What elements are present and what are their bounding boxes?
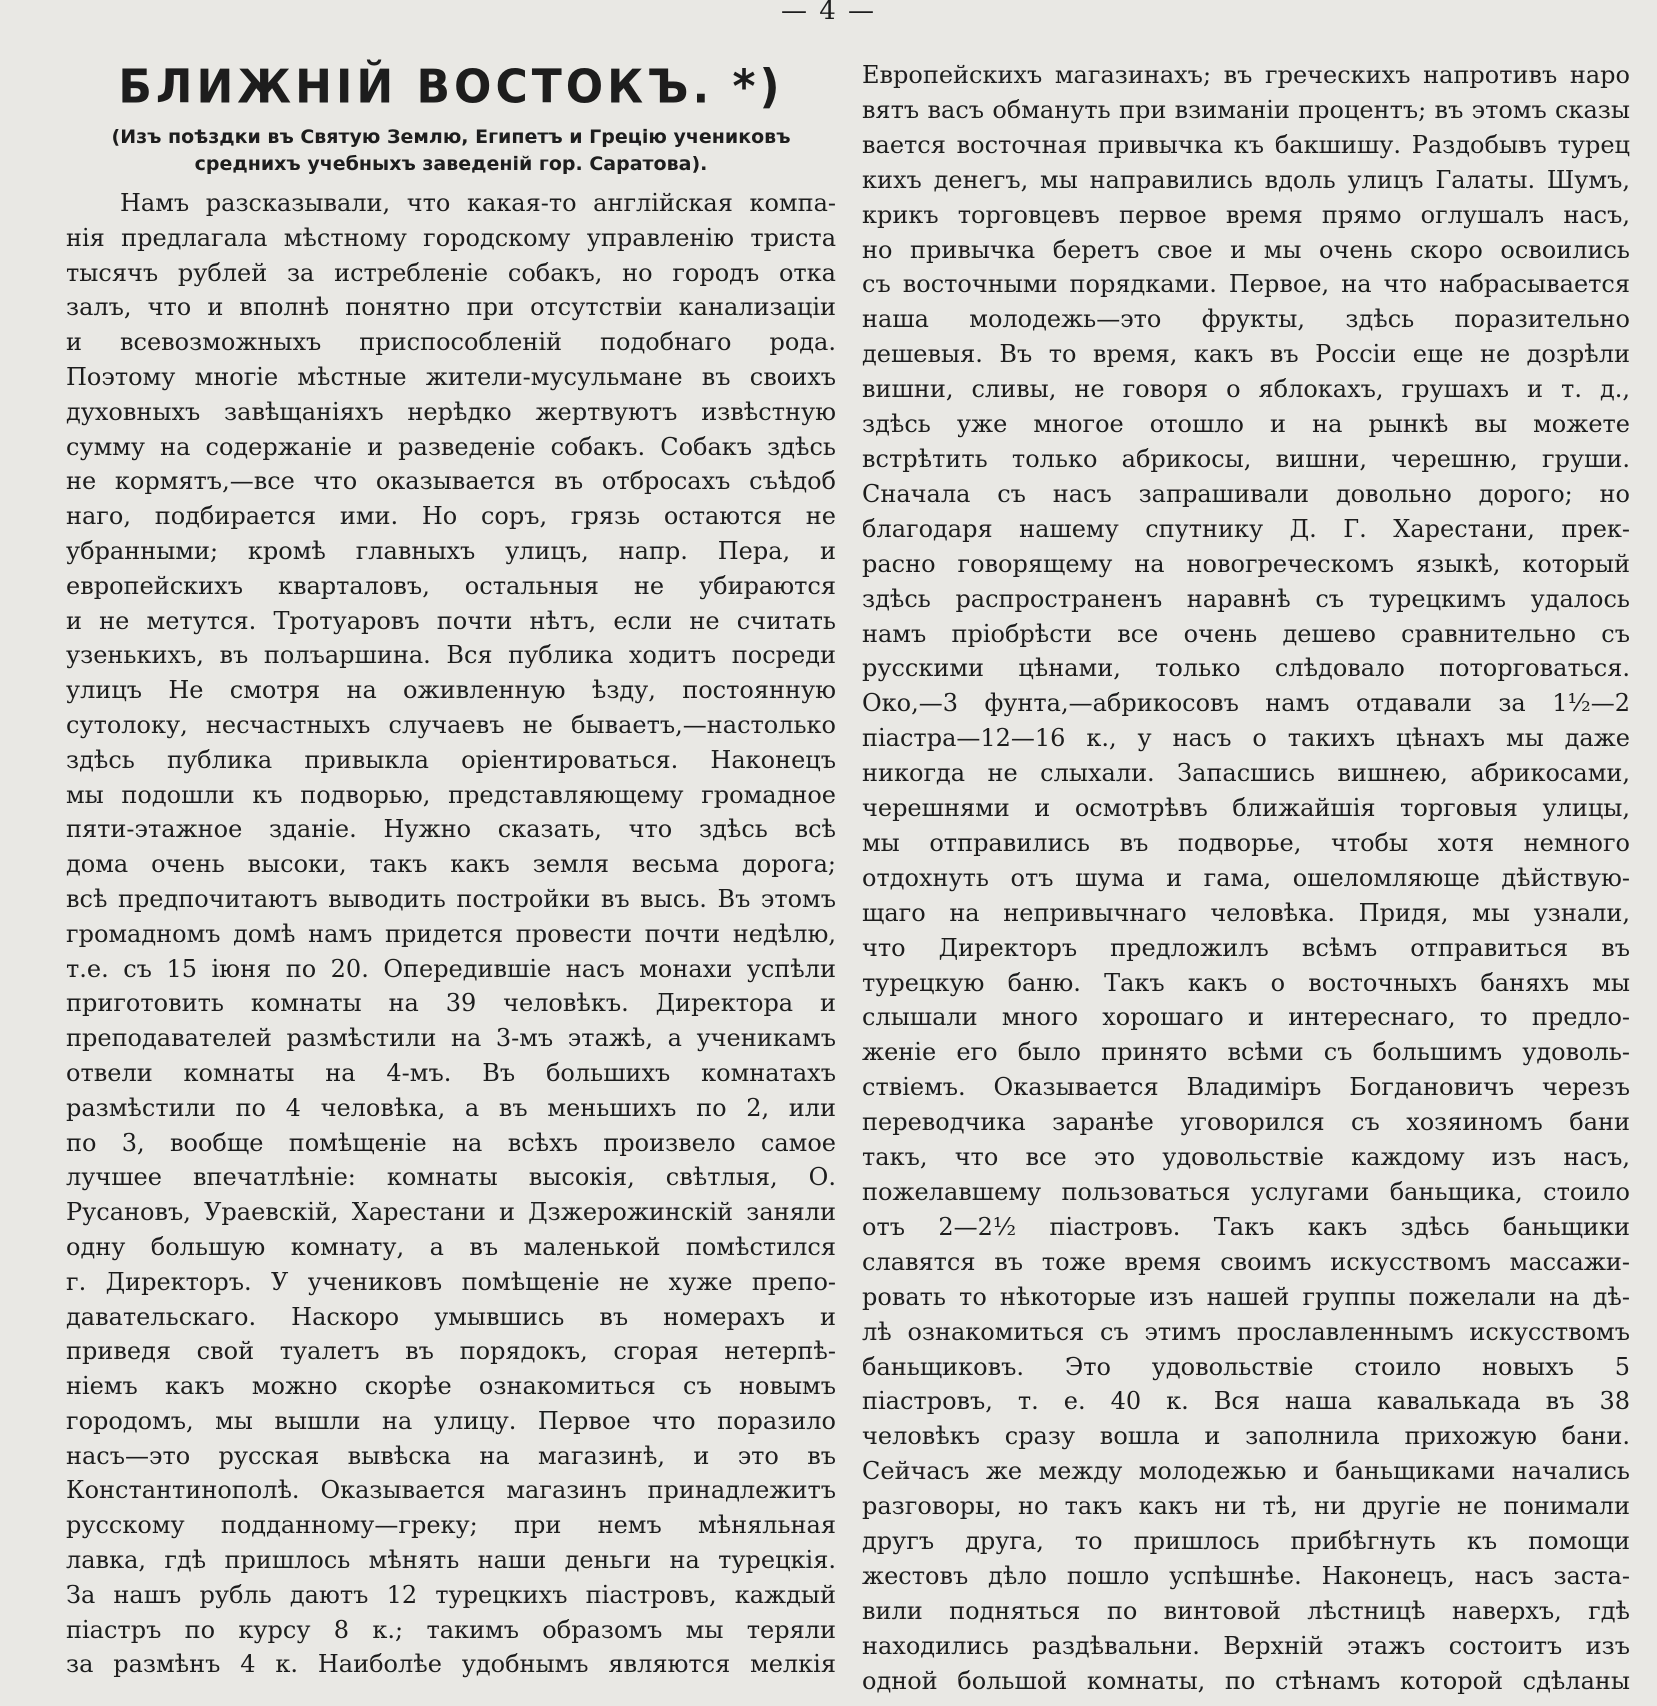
left-column-body bbox=[66, 186, 836, 1682]
text-line: по 3, вообще помѣщеніе на всѣхъ произвело самое bbox=[66, 1128, 836, 1157]
right-column-body bbox=[862, 58, 1630, 1699]
text-line: Сначала съ насъ запрашивали довольно дорого; но bbox=[862, 479, 1630, 508]
text-line: одной большой комнаты, по стѣнамъ которой сдѣланы bbox=[862, 1666, 1630, 1695]
text-line: залъ, что и вполнѣ понятно при отсутствіи канализаціи bbox=[66, 293, 836, 322]
text-line: отъ 2—2½ піастровъ. Такъ какъ здѣсь баньщики bbox=[862, 1212, 1630, 1241]
text-line: Поэтому многіе мѣстные жители-мусульмане въ своихъ bbox=[66, 362, 836, 391]
text-line: мы отправились въ подворье, чтобы хотя немного bbox=[862, 828, 1630, 857]
facing-page-bleed bbox=[1630, 60, 1657, 180]
text-line: вятъ васъ обмануть при взиманіи процентъ; въ этомъ сказы bbox=[862, 95, 1630, 124]
text-line: городомъ, мы вышли на улицу. Первое что поразило bbox=[66, 1406, 836, 1435]
text-line: громадномъ домѣ намъ придется провести почти недѣлю, bbox=[66, 919, 836, 948]
text-line: вишни, сливы, не говоря о яблокахъ, грушахъ и т. д., bbox=[862, 375, 1630, 404]
text-line: русскому подданному—греку; при немъ мѣняльная bbox=[66, 1511, 836, 1540]
text-line: г. Директоръ. У учениковъ помѣщеніе не хуже препо- bbox=[66, 1267, 836, 1296]
text-line: пяти-этажное зданіе. Нужно сказать, что здѣсь всѣ bbox=[66, 815, 836, 844]
text-line: съ восточными порядками. Первое, на что набрасывается bbox=[862, 270, 1630, 299]
text-line: здѣсь публика привыкла оріентироваться. Наконецъ bbox=[66, 745, 836, 774]
text-line: Око,—3 фунта,—абрикосовъ намъ отдавали за 1½—2 bbox=[862, 689, 1630, 718]
text-line: никогда не слыхали. Запасшись вишнею, абрикосами, bbox=[862, 759, 1630, 788]
text-line: здѣсь уже многое отошло и на рынкѣ вы можете bbox=[862, 410, 1630, 439]
text-line: давательскаго. Наскоро умывшись въ номерахъ и bbox=[66, 1302, 836, 1331]
text-line: такъ, что все это удовольствіе каждому изъ насъ, bbox=[862, 1143, 1630, 1172]
text-line: приготовить комнаты на 39 человѣкъ. Директора и bbox=[66, 989, 836, 1018]
text-line: слышали много хорошаго и интереснаго, то предло- bbox=[862, 1003, 1630, 1032]
subtitle-line: среднихъ учебныхъ заведеній гор. Саратова). bbox=[194, 153, 708, 175]
text-line: лучшее впечатлѣніе: комнаты высокія, свѣтлыя, О. bbox=[66, 1163, 836, 1192]
text-line: здѣсь распространенъ наравнѣ съ турецкимъ удалось bbox=[862, 584, 1630, 613]
text-line: русскими цѣнами, только слѣдовало поторговаться. bbox=[862, 654, 1630, 683]
text-line: переводчика заранѣе уговорился съ хозяиномъ бани bbox=[862, 1108, 1630, 1137]
text-line: европейскихъ кварталовъ, остальныя не убираются bbox=[66, 571, 836, 600]
text-line: баньщиковъ. Это удовольствіе стоило новыхъ 5 bbox=[862, 1352, 1630, 1381]
text-line: Намъ разсказывали, что какая-то англійская компа- bbox=[120, 189, 836, 217]
text-line: Константинополѣ. Оказывается магазинъ принадлежитъ bbox=[66, 1476, 836, 1505]
text-line: что Директоръ предложилъ всѣмъ отправиться въ bbox=[862, 933, 1630, 962]
text-line: Русановъ, Ураевскій, Харестани и Дзжерожинскій заняли bbox=[66, 1198, 836, 1227]
text-line: пожелавшему пользоваться услугами баньщика, стоило bbox=[862, 1178, 1630, 1206]
text-line: ровать то нѣкоторые изъ нашей группы пожелали на дѣ- bbox=[862, 1282, 1630, 1311]
text-line: и всевозможныхъ приспособленій подобнаго рода. bbox=[66, 328, 836, 357]
text-line: расно говорящему на новогреческомъ языкѣ, который bbox=[862, 549, 1630, 578]
text-line: улицъ Не смотря на оживленную ѣзду, постоянную bbox=[66, 676, 836, 705]
article-subtitle bbox=[66, 124, 836, 178]
text-line: благодаря нашему спутнику Д. Г. Харестани, прек- bbox=[862, 514, 1630, 543]
text-line: наша молодежь—это фрукты, здѣсь поразительно bbox=[862, 305, 1630, 334]
text-line: Сейчасъ же между молодежью и баньщиками начались bbox=[862, 1457, 1630, 1486]
text-line: Европейскихъ магазинахъ; въ греческихъ напротивъ наро bbox=[862, 61, 1630, 89]
text-line: лавка, гдѣ пришлось мѣнять наши деньги на турецкія. bbox=[66, 1546, 836, 1575]
text-line: т.е. съ 15 іюня по 20. Опередившіе насъ монахи успѣли bbox=[66, 954, 836, 983]
text-line: за размѣнъ 4 к. Наиболѣе удобнымъ являются мелкія bbox=[66, 1650, 836, 1679]
text-line: и не метутся. Тротуаровъ почти нѣтъ, если не считать bbox=[66, 606, 836, 635]
text-line: славятся въ тоже время своимъ искусствомъ массажи- bbox=[862, 1247, 1630, 1276]
text-line: За нашъ рубль даютъ 12 турецкихъ піастровъ, каждый bbox=[66, 1580, 836, 1609]
text-line: вается восточная привычка къ бакшишу. Раздобывъ турец bbox=[862, 130, 1630, 159]
text-line: кихъ денегъ, мы направились вдоль улицъ Галаты. Шумъ, bbox=[862, 165, 1630, 194]
text-line: дешевыя. Въ то время, какъ въ Россіи еще не дозрѣли bbox=[862, 340, 1630, 369]
article-title: БЛИЖНІЙ ВОСТОКЪ. *) bbox=[118, 60, 784, 115]
text-line: турецкую баню. Такъ какъ о восточныхъ баняхъ мы bbox=[862, 968, 1630, 997]
text-line: піастровъ, т. е. 40 к. Вся наша кавалькада въ 38 bbox=[862, 1387, 1630, 1416]
text-line: ствіемъ. Оказывается Владиміръ Богдановичъ черезъ bbox=[862, 1073, 1630, 1102]
text-line: насъ—это русская вывѣска на магазинѣ, и это въ bbox=[66, 1441, 836, 1470]
left-column bbox=[66, 58, 836, 1682]
text-line: женіе его было принято всѣми съ большимъ удоволь- bbox=[862, 1038, 1630, 1067]
text-line: но привычка беретъ свое и мы очень скоро освоились bbox=[862, 235, 1630, 264]
text-line: человѣкъ сразу вошла и заполнила прихожую бани. bbox=[862, 1422, 1630, 1451]
text-line: піастра—12—16 к., у насъ о такихъ цѣнахъ мы даже bbox=[862, 724, 1630, 753]
text-line: лѣ ознакомиться съ этимъ прославленнымъ искусствомъ bbox=[862, 1317, 1630, 1346]
text-line: другъ друга, то пришлось прибѣгнуть къ помощи bbox=[862, 1527, 1630, 1556]
text-line: узенькихъ, въ полъаршина. Вся публика ходитъ посреди bbox=[66, 641, 836, 670]
text-line: одну большую комнату, а въ маленькой помѣстился bbox=[66, 1232, 836, 1261]
text-line: размѣстили по 4 человѣка, а въ меньшихъ по 2, или bbox=[66, 1093, 836, 1122]
text-line: крикъ торговцевъ первое время прямо оглушалъ насъ, bbox=[862, 200, 1630, 229]
text-line: наго, подбирается ими. Но соръ, грязь остаются не bbox=[66, 502, 836, 531]
text-line: ніемъ какъ можно скорѣе ознакомиться съ новымъ bbox=[66, 1372, 836, 1401]
text-line: духовныхъ завѣщаніяхъ нерѣдко жертвуютъ извѣстную bbox=[66, 397, 836, 426]
text-line: мы подошли къ подворью, представляющему громадное bbox=[66, 780, 836, 809]
subtitle-line: (Изъ поѣздки въ Святую Землю, Египетъ и Грецію учениковъ bbox=[111, 126, 791, 148]
text-line: жестовъ дѣло пошло успѣшнѣе. Наконецъ, насъ заста- bbox=[862, 1561, 1630, 1590]
text-line: нія предлагала мѣстному городскому управленію триста bbox=[66, 223, 836, 252]
page-number: — 4 — bbox=[780, 0, 877, 26]
text-line: приведя свой туалетъ въ порядокъ, сгорая нетерпѣ- bbox=[66, 1337, 836, 1366]
text-line: разговоры, но такъ какъ ни тѣ, ни другіе не понимали bbox=[862, 1492, 1630, 1521]
text-line: не кормятъ,—все что оказывается въ отбросахъ съѣдоб bbox=[66, 467, 836, 496]
text-line: щаго на непривычнаго человѣка. Придя, мы узнали, bbox=[862, 898, 1630, 927]
text-line: встрѣтить только абрикосы, вишни, черешню, груши. bbox=[862, 444, 1630, 473]
text-line: находились раздѣвальни. Верхній этажъ состоитъ изъ bbox=[862, 1631, 1630, 1660]
text-line: намъ пріобрѣсти все очень дешево сравнительно съ bbox=[862, 619, 1630, 648]
text-line: отдохнуть отъ шума и гама, ошеломляюще дѣйствую- bbox=[862, 863, 1630, 892]
text-line: вили подняться по винтовой лѣстницѣ наверхъ, гдѣ bbox=[862, 1596, 1630, 1625]
text-line: преподавателей размѣстили на 3-мъ этажѣ, а ученикамъ bbox=[66, 1024, 836, 1053]
text-line: сутолоку, несчастныхъ случаевъ не бываетъ,—настолько bbox=[66, 710, 836, 739]
text-line: сумму на содержаніе и разведеніе собакъ. Собакъ здѣсь bbox=[66, 432, 836, 461]
text-line: черешнями и осмотрѣвъ ближайшія торговыя улицы, bbox=[862, 794, 1630, 823]
text-line: дома очень высоки, такъ какъ земля весьма дорога; bbox=[66, 850, 836, 879]
text-line: отвели комнаты на 4-мъ. Въ большихъ комнатахъ bbox=[66, 1058, 836, 1087]
text-line: убранными; кромѣ главныхъ улицъ, напр. Пера, и bbox=[66, 536, 836, 565]
text-line: всѣ предпочитаютъ выводить постройки въ высь. Въ этомъ bbox=[66, 884, 836, 913]
text-line: піастръ по курсу 8 к.; такимъ образомъ мы теряли bbox=[66, 1615, 836, 1644]
right-column bbox=[862, 58, 1630, 1699]
text-line: тысячъ рублей за истребленіе собакъ, но городъ отка bbox=[66, 258, 836, 287]
